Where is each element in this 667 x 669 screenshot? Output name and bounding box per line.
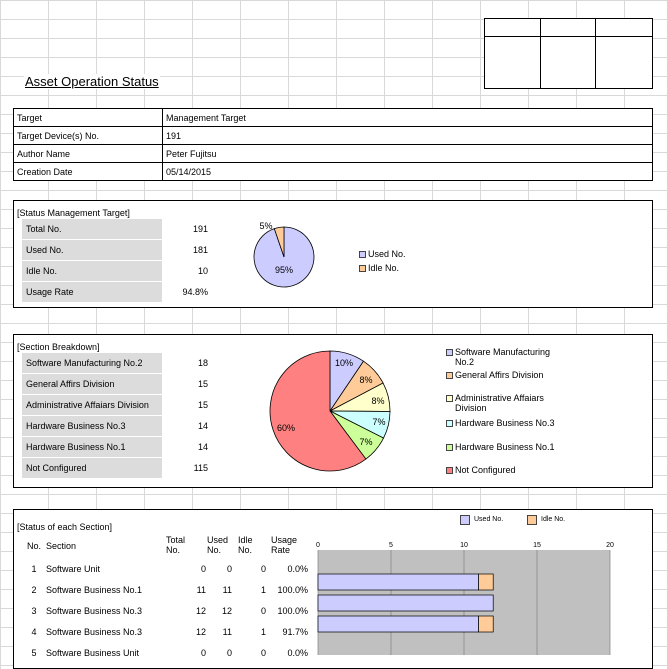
info-row [14, 163, 652, 181]
cell-no: 2 [31, 585, 37, 595]
table-row [14, 622, 314, 642]
legend-item [446, 347, 556, 367]
info-key: Creation Date [14, 163, 163, 181]
cell-total: 11 [196, 585, 206, 595]
x-tick-label: 15 [533, 542, 541, 549]
cell-no: 4 [31, 627, 37, 637]
kv-row [22, 458, 222, 478]
kv-row [22, 219, 222, 239]
kv-label: Administrative Affaiars Division [22, 395, 162, 415]
cell-used: 11 [222, 627, 232, 637]
info-value: Management Target [166, 112, 246, 123]
cell-used: 0 [226, 648, 232, 658]
cell-idle: 0 [260, 564, 266, 574]
legend-label: Used No. [474, 516, 504, 523]
info-key: Author Name [14, 145, 163, 162]
kv-row [22, 353, 222, 373]
page-title: Asset Operation Status [25, 74, 159, 89]
pie-label-idle: 5% [259, 221, 273, 231]
kv-value: 94.8% [182, 287, 208, 297]
kv-value: 115 [193, 463, 208, 473]
kv-row [22, 374, 222, 394]
cell-total: 12 [195, 606, 206, 616]
kv-label: Idle No. [22, 261, 162, 281]
bar-series [318, 574, 493, 632]
bar-used-no- [318, 595, 493, 611]
cell-no: 1 [31, 564, 37, 574]
legend-label: Hardware Business No.3 [455, 418, 555, 428]
cell-section: Software Business No.3 [46, 627, 143, 637]
cell-idle: 1 [260, 627, 266, 637]
kv-value: 191 [192, 224, 208, 234]
cell-used: 12 [221, 606, 232, 616]
kv-label: Software Manufacturing No.2 [22, 353, 162, 373]
cell-total: 0 [200, 564, 206, 574]
legend-label: Idle No. [541, 516, 566, 523]
kv-row [22, 437, 222, 457]
section-pie-chart [268, 349, 392, 473]
legend-item [446, 393, 556, 413]
cell-section: Software Business No.1 [46, 585, 143, 595]
status-pie-chart [246, 219, 326, 299]
legend-swatch [359, 265, 366, 272]
kv-value: 18 [197, 358, 208, 368]
x-tick-label: 10 [460, 542, 468, 549]
legend-label: Used No. [368, 249, 406, 259]
legend-item [446, 442, 555, 452]
kv-value: 15 [197, 379, 208, 389]
kv-row [22, 395, 222, 415]
legend-label: Software Manufacturing No.2 [455, 347, 551, 367]
legend-item [527, 515, 565, 525]
kv-label: Usage Rate [22, 282, 162, 302]
x-tick-label: 5 [389, 542, 393, 549]
legend-label: Administrative Affaiars Division [455, 393, 544, 413]
cell-idle: 1 [260, 585, 266, 595]
cell-rate: 91.7% [282, 627, 308, 637]
x-axis-ticks [316, 542, 614, 549]
kv-label: Hardware Business No.3 [22, 416, 162, 436]
legend-swatch [446, 444, 453, 451]
cell-no: 3 [31, 606, 37, 616]
legend-item [359, 249, 406, 259]
legend-label: Idle No. [368, 263, 400, 273]
legend-label: General Affirs Division [455, 370, 544, 380]
pie-slices [254, 227, 314, 287]
cell-section: Software Unit [46, 564, 101, 574]
legend-item [446, 418, 555, 428]
x-tick-label: 0 [316, 542, 320, 549]
section-breakdown-panel [13, 334, 653, 488]
bar-idle-no- [479, 616, 494, 632]
legend-swatch [446, 395, 453, 402]
legend-label: Hardware Business No.1 [455, 442, 555, 452]
pie-slices [270, 351, 390, 471]
legend-swatch [446, 467, 453, 474]
info-row [14, 109, 652, 127]
pie-label: 10% [334, 358, 354, 368]
table-row [14, 643, 314, 663]
approval-stamp-box [484, 18, 653, 89]
kv-row [22, 240, 222, 260]
header-idle: Idle No. [238, 535, 253, 555]
x-tick-label: 20 [606, 542, 614, 549]
info-key: Target [14, 109, 163, 126]
legend-swatch [446, 349, 453, 356]
legend-swatch [446, 372, 453, 379]
pie-label: 8% [359, 375, 373, 385]
report-info-table [13, 108, 653, 181]
header-no: No. [26, 541, 41, 551]
kv-row [22, 416, 222, 436]
info-value: 05/14/2015 [166, 167, 212, 177]
section-status-panel [13, 509, 653, 669]
header-rate: Usage Rate [271, 535, 298, 555]
header-total: Total No. [166, 535, 186, 555]
cell-total: 0 [200, 648, 206, 658]
legend-swatch [527, 515, 537, 525]
bar-used-no- [318, 616, 479, 632]
info-key: Target Device(s) No. [14, 127, 163, 144]
legend-swatch [460, 515, 470, 525]
status-target-panel [13, 200, 653, 308]
pie-label: 8% [371, 396, 385, 406]
kv-value: 10 [197, 266, 208, 276]
legend-label: Not Configured [455, 465, 516, 475]
info-row [14, 127, 652, 145]
kv-label: Not Configured [22, 458, 162, 478]
legend-item [359, 263, 399, 273]
cell-rate: 100.0% [277, 606, 308, 616]
table-row [14, 559, 314, 579]
section-title: [Status Management Target] [17, 208, 130, 218]
pie-label: 7% [359, 437, 373, 447]
kv-label: Hardware Business No.1 [22, 437, 162, 457]
cell-section: Software Business No.3 [46, 606, 143, 616]
section-title: [Section Breakdown] [17, 342, 100, 352]
kv-value: 15 [197, 400, 208, 410]
cell-used: 0 [226, 564, 232, 574]
cell-section: Software Business Unit [46, 648, 140, 658]
legend-item [460, 515, 503, 525]
pie-label: 60% [276, 423, 296, 433]
legend-swatch [359, 251, 366, 258]
pie-label: 7% [372, 417, 386, 427]
legend-item [446, 370, 543, 380]
table-row [14, 580, 314, 600]
kv-label: Total No. [22, 219, 162, 239]
bar-used-no- [318, 574, 479, 590]
cell-total: 12 [195, 627, 206, 637]
table-row [14, 601, 314, 621]
kv-value: 14 [197, 421, 208, 431]
header-section: Section [46, 541, 77, 551]
kv-label: Used No. [22, 240, 162, 260]
cell-idle: 0 [260, 606, 266, 616]
info-value: 191 [166, 130, 182, 141]
info-value: Peter Fujitsu [166, 148, 217, 159]
pie-label-used: 95% [274, 265, 294, 275]
kv-row [22, 282, 222, 302]
section-bar-chart [316, 538, 616, 668]
bar-idle-no- [479, 574, 494, 590]
table-header [24, 534, 304, 556]
cell-rate: 0.0% [287, 648, 308, 658]
kv-value: 181 [192, 245, 208, 255]
section-title: [Status of each Section] [17, 522, 113, 532]
cell-no: 5 [31, 648, 37, 658]
header-used: Used No. [207, 535, 229, 555]
cell-rate: 100.0% [277, 585, 308, 595]
cell-used: 11 [222, 585, 232, 595]
info-row [14, 145, 652, 163]
kv-value: 14 [197, 442, 208, 452]
cell-rate: 0.0% [287, 564, 308, 574]
legend-swatch [446, 420, 453, 427]
kv-label: General Affirs Division [22, 374, 162, 394]
kv-row [22, 261, 222, 281]
legend-item [446, 465, 516, 475]
cell-idle: 0 [260, 648, 266, 658]
